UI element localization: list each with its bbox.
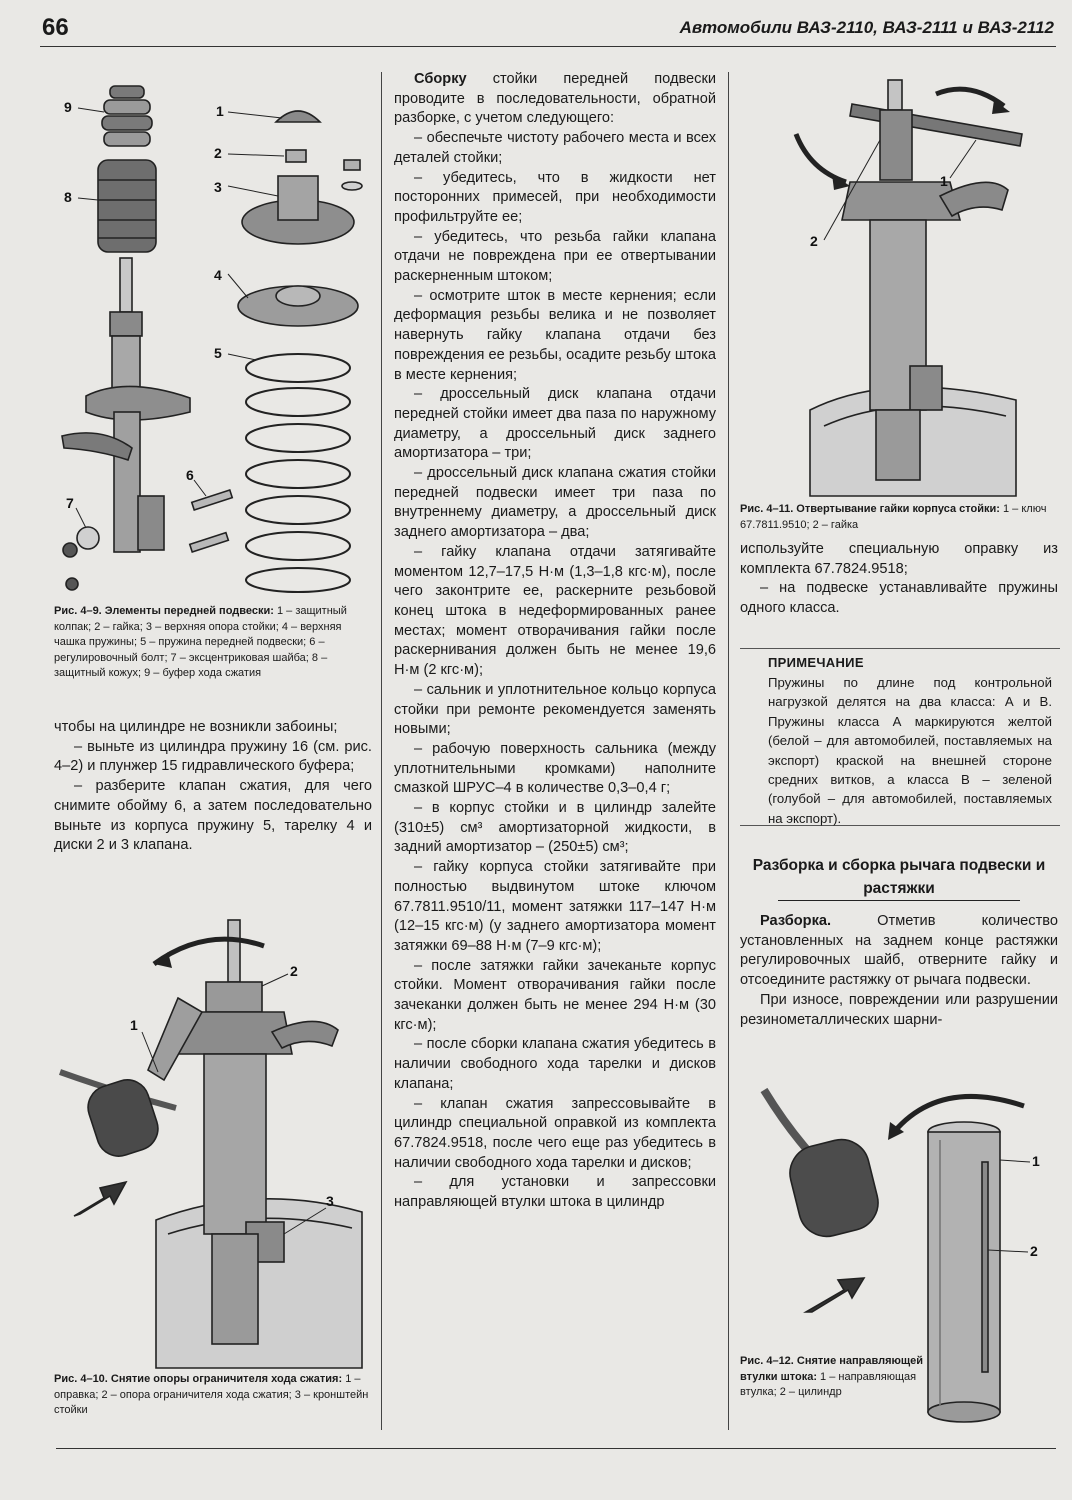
header-rule: [40, 46, 1056, 47]
caption-title: Рис. 4–10. Снятие опоры ограничителя хода сжатия:: [54, 1373, 343, 1385]
figure-4-9-suspension-elements: [52, 76, 372, 598]
figure-4-12-caption: [740, 1354, 930, 1401]
figure-4-9-caption: [54, 604, 372, 682]
list-item: – обеспечьте чистоту рабочего места и всех деталей стойки;: [394, 130, 716, 166]
fig-4-11-label-2: 2: [810, 233, 818, 249]
fig-4-9-label-3: 3: [214, 179, 222, 195]
note-text: Пружины по длине под контрольной нагрузкой делятся на два класса: А и В. Пружины класса А маркируются желтой (белой – для автомобилей, поставляемых на экспорт) краской на внешней стороне средних витков, а класса В – зеленой (голубой – для автомобилей, поставляемых на экспорт).: [768, 675, 1052, 826]
fig-4-12-label-2: 2: [1030, 1243, 1038, 1259]
paragraph: используйте специальную оправку из комплекта 67.7824.9518;: [740, 541, 1058, 577]
caption-title: Рис. 4–9. Элементы передней подвески:: [54, 605, 274, 617]
fig-4-9-label-5: 5: [214, 345, 222, 361]
note-box: [740, 648, 1060, 826]
list-item: – убедитесь, что в жидкости нет посторонних примесей, при необходимости профильтруйте ее;: [394, 169, 716, 225]
list-item: – разберите клапан сжатия, для чего снимите обойму 6, а затем последовательно выньте из корпуса пружину 5, тарелку 4 и диски 2 и 3 клапана.: [54, 778, 372, 854]
fig-4-9-label-1: 1: [216, 103, 224, 119]
figure-4-10-caption: [54, 1372, 372, 1419]
caption-text: 1 – направляющая втулка; 2 – цилиндр: [740, 1370, 917, 1398]
caption-text: 1 – ключ 67.7811.9510; 2 – гайка: [740, 503, 1047, 531]
fig-4-9-label-4: 4: [214, 267, 222, 283]
caption-title: Рис. 4–12. Снятие направляющей втулки штока:: [740, 1355, 924, 1383]
list-item: – для установки и запрессовки направляющей втулки штока в цилиндр: [394, 1174, 716, 1211]
section-heading: Разборка и сборка рычага подвески и растяжки: [752, 857, 1046, 897]
section-heading-underline: [778, 900, 1020, 901]
running-title: Автомобили ВАЗ-2110, ВАЗ-2111 и ВАЗ-2112: [679, 18, 1054, 37]
list-item: – рабочую поверхность сальника (между уплотнительными кромками) наполните смазкой ШРУС–4 в количестве 0,3–0,4 г;: [394, 740, 716, 797]
column-2-text: [394, 70, 716, 1213]
fig-4-9-label-6: 6: [186, 467, 194, 483]
caption-text: 1 – защитный колпак; 2 – гайка; 3 – верхняя опора стойки; 4 – верхняя чашка пружины; 5 – пружина передней подвески; 6 – регулировочный болт; 7 – эксцентриковая шайба; 8 – защитный кожух; 9 – буфер хода сжатия: [54, 605, 347, 679]
list-item: – после затяжки гайки зачеканьте корпус стойки. Момент отворачивания гайки после зачеканки должен быть не менее 294 Н·м (30 кгс·м);: [394, 957, 716, 1033]
list-item: – убедитесь, что резьба гайки клапана отдачи не повреждена при ее отвертывании раскерненным штоком;: [394, 228, 716, 285]
footer-rule: [56, 1448, 1056, 1449]
paragraph: При износе, повреждении или разрушении резинометаллических шарни-: [740, 991, 1058, 1028]
column-1-text: [54, 718, 372, 856]
fig-4-12-label-1: 1: [1032, 1153, 1040, 1169]
page-number: 66: [42, 14, 69, 41]
caption-text: 1 – оправка; 2 – опора ограничителя хода сжатия; 3 – кронштейн стойки: [54, 1373, 369, 1416]
fig-4-9-label-8: 8: [64, 189, 72, 205]
figure-4-11-strut-nut-unscrewing: [740, 70, 1058, 498]
fig-4-9-label-2: 2: [214, 145, 222, 161]
list-item: – осмотрите шток в месте кернения; если деформация резьбы велика и не позволяет навернуть гайку клапана отдачи без повреждения ее резьбы, осадите резьбу штока в месте кернения;: [394, 287, 716, 383]
fig-4-9-label-7: 7: [66, 495, 74, 511]
list-item: – в корпус стойки и в цилиндр залейте (310±5) см³ амортизаторной жидкости, в задний амортизатор – (250±5) см³;: [394, 800, 716, 856]
lead-term: Сборку: [414, 71, 467, 87]
list-item: – клапан сжатия запрессовывайте в цилиндр специальной оправкой из комплекта 67.7824.9518, после чего еще раз убедитесь в наличии свободного хода тарелки и дисков;: [394, 1095, 716, 1171]
list-item: – сальник и уплотнительное кольцо корпуса стойки при ремонте рекомендуется заменять новыми;: [394, 681, 716, 738]
paragraph: стойки передней подвески проводите в последовательности, обратной разборке, с учетом следующего:: [394, 71, 716, 127]
list-item: – гайку клапана отдачи затягивайте моментом 12,7–17,5 Н·м (1,3–1,8 кгс·м), после чего законтрите ее, раскерните резьбовой конец штока в недеформированных ранее местах; момент отворачивания гайки после раскернивания должен быть не менее 19,6 Н·м (2 кгс·м);: [394, 543, 716, 679]
note-title: ПРИМЕЧАНИЕ: [768, 655, 864, 670]
figure-4-11-caption: [740, 502, 1058, 533]
fig-4-10-label-2: 2: [290, 963, 298, 979]
lead-term: Разборка.: [760, 913, 832, 929]
list-item: – на подвеске устанавливайте пружины одного класса.: [740, 580, 1058, 617]
fig-4-9-label-9: 9: [64, 99, 72, 115]
fig-4-10-label-3: 3: [326, 1193, 334, 1209]
figure-4-10-bump-stop-removal: [56, 912, 374, 1370]
paragraph: чтобы на цилиндре не возникли забоины;: [54, 719, 338, 735]
list-item: – выньте из цилиндра пружину 16 (см. рис. 4–2) и плунжер 15 гидравлического буфера;: [54, 738, 372, 775]
column-3-section-text: [740, 912, 1058, 1030]
paragraph: Отметив количество установленных на заднем конце растяжки регулировочных шайб, отверните гайку и отсоедините растяжку от рычага подвески.: [740, 913, 1058, 989]
column-divider-right: [728, 72, 729, 1430]
list-item: – дроссельный диск клапана сжатия стойки передней подвески имеет три паза по внутреннему диаметру, а дроссельный диск заднего амортизатора – два;: [394, 465, 716, 541]
list-item: – после сборки клапана сжатия убедитесь в наличии свободного хода тарелки и дисков клапана;: [394, 1036, 716, 1092]
list-item: – дроссельный диск клапана отдачи передней стойки имеет два паза по наружному диаметру, а дроссельный диск заднего амортизатора – три;: [394, 386, 716, 462]
list-item: – гайку корпуса стойки затягивайте при полностью выдвинутом штоке ключом 67.7811.9510/11, момент затяжки 117–147 Н·м (12–15 кгс·м) (у заднего амортизатора момент затяжки 69–88 Н·м (7–9 кгс·м);: [394, 859, 716, 954]
column-divider-left: [381, 72, 382, 1430]
fig-4-11-label-1: 1: [940, 173, 948, 189]
column-3-text: [740, 540, 1058, 619]
fig-4-10-label-1: 1: [130, 1017, 138, 1033]
caption-title: Рис. 4–11. Отвертывание гайки корпуса стойки:: [740, 503, 1000, 515]
